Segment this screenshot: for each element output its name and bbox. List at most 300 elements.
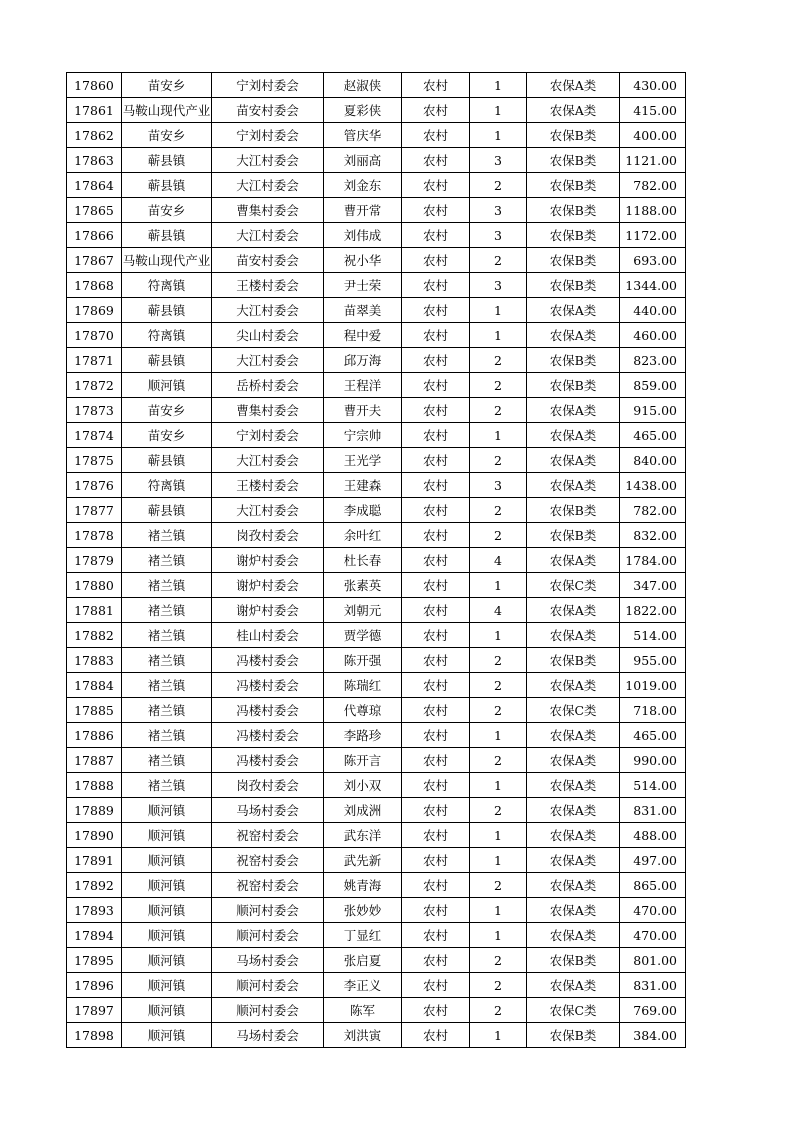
amount-cell: 832.00: [620, 523, 686, 548]
person-name-cell: 武先新: [324, 848, 402, 873]
table-row: [67, 373, 686, 398]
record-number-cell: 17871: [67, 348, 122, 373]
town-cell: 顺河镇: [122, 798, 212, 823]
table-row: [67, 398, 686, 423]
town-cell: 顺河镇: [122, 873, 212, 898]
persons-count-cell: 3: [470, 273, 527, 298]
insurance-category-cell: 农保A类: [527, 873, 620, 898]
household-type-cell: 农村: [402, 773, 470, 798]
village-committee-cell: 顺河村委会: [212, 923, 324, 948]
town-cell: 苗安乡: [122, 198, 212, 223]
person-name-cell: 刘金东: [324, 173, 402, 198]
town-cell: 顺河镇: [122, 948, 212, 973]
record-number-cell: 17898: [67, 1023, 122, 1048]
amount-cell: 782.00: [620, 173, 686, 198]
amount-cell: 1172.00: [620, 223, 686, 248]
household-type-cell: 农村: [402, 373, 470, 398]
record-number-cell: 17884: [67, 673, 122, 698]
persons-count-cell: 1: [470, 73, 527, 98]
town-cell: 蕲县镇: [122, 223, 212, 248]
village-committee-cell: 苗安村委会: [212, 248, 324, 273]
persons-count-cell: 1: [470, 1023, 527, 1048]
person-name-cell: 陈开言: [324, 748, 402, 773]
insurance-category-cell: 农保A类: [527, 898, 620, 923]
town-cell: 蕲县镇: [122, 148, 212, 173]
town-cell: 褚兰镇: [122, 773, 212, 798]
household-type-cell: 农村: [402, 448, 470, 473]
relief-roster-table: [66, 72, 686, 1048]
record-number-cell: 17890: [67, 823, 122, 848]
household-type-cell: 农村: [402, 1023, 470, 1048]
record-number-cell: 17869: [67, 298, 122, 323]
persons-count-cell: 1: [470, 323, 527, 348]
record-number-cell: 17873: [67, 398, 122, 423]
insurance-category-cell: 农保A类: [527, 823, 620, 848]
person-name-cell: 刘小双: [324, 773, 402, 798]
persons-count-cell: 2: [470, 873, 527, 898]
household-type-cell: 农村: [402, 523, 470, 548]
person-name-cell: 代尊琼: [324, 698, 402, 723]
insurance-category-cell: 农保A类: [527, 548, 620, 573]
town-cell: 褚兰镇: [122, 748, 212, 773]
record-number-cell: 17879: [67, 548, 122, 573]
amount-cell: 915.00: [620, 398, 686, 423]
persons-count-cell: 2: [470, 748, 527, 773]
persons-count-cell: 1: [470, 98, 527, 123]
town-cell: 顺河镇: [122, 923, 212, 948]
village-committee-cell: 冯楼村委会: [212, 673, 324, 698]
person-name-cell: 余叶红: [324, 523, 402, 548]
table-row: [67, 923, 686, 948]
household-type-cell: 农村: [402, 748, 470, 773]
village-committee-cell: 曹集村委会: [212, 398, 324, 423]
town-cell: 顺河镇: [122, 848, 212, 873]
village-committee-cell: 马场村委会: [212, 948, 324, 973]
person-name-cell: 刘洪寅: [324, 1023, 402, 1048]
record-number-cell: 17870: [67, 323, 122, 348]
table-row: [67, 973, 686, 998]
village-committee-cell: 顺河村委会: [212, 973, 324, 998]
person-name-cell: 尹士荣: [324, 273, 402, 298]
record-number-cell: 17892: [67, 873, 122, 898]
table-row: [67, 948, 686, 973]
town-cell: 褚兰镇: [122, 673, 212, 698]
table-row: [67, 998, 686, 1023]
person-name-cell: 曹开夫: [324, 398, 402, 423]
record-number-cell: 17881: [67, 598, 122, 623]
household-type-cell: 农村: [402, 348, 470, 373]
table-row: [67, 498, 686, 523]
persons-count-cell: 1: [470, 123, 527, 148]
persons-count-cell: 2: [470, 673, 527, 698]
village-committee-cell: 岳桥村委会: [212, 373, 324, 398]
insurance-category-cell: 农保B类: [527, 198, 620, 223]
town-cell: 褚兰镇: [122, 648, 212, 673]
amount-cell: 465.00: [620, 423, 686, 448]
person-name-cell: 王程洋: [324, 373, 402, 398]
table-row: [67, 623, 686, 648]
person-name-cell: 武东洋: [324, 823, 402, 848]
table-row: [67, 348, 686, 373]
person-name-cell: 祝小华: [324, 248, 402, 273]
insurance-category-cell: 农保B类: [527, 348, 620, 373]
amount-cell: 1019.00: [620, 673, 686, 698]
persons-count-cell: 1: [470, 298, 527, 323]
household-type-cell: 农村: [402, 173, 470, 198]
table-row: [67, 298, 686, 323]
amount-cell: 514.00: [620, 773, 686, 798]
table-row: [67, 273, 686, 298]
insurance-category-cell: 农保A类: [527, 98, 620, 123]
persons-count-cell: 2: [470, 648, 527, 673]
insurance-category-cell: 农保A类: [527, 323, 620, 348]
person-name-cell: 刘朝元: [324, 598, 402, 623]
amount-cell: 415.00: [620, 98, 686, 123]
town-cell: 马鞍山现代产业: [122, 248, 212, 273]
village-committee-cell: 谢炉村委会: [212, 573, 324, 598]
amount-cell: 1822.00: [620, 598, 686, 623]
amount-cell: 497.00: [620, 848, 686, 873]
household-type-cell: 农村: [402, 498, 470, 523]
amount-cell: 782.00: [620, 498, 686, 523]
village-committee-cell: 谢炉村委会: [212, 598, 324, 623]
record-number-cell: 17866: [67, 223, 122, 248]
amount-cell: 1188.00: [620, 198, 686, 223]
village-committee-cell: 桂山村委会: [212, 623, 324, 648]
insurance-category-cell: 农保A类: [527, 423, 620, 448]
table-row: [67, 1023, 686, 1048]
amount-cell: 460.00: [620, 323, 686, 348]
town-cell: 蕲县镇: [122, 348, 212, 373]
town-cell: 顺河镇: [122, 973, 212, 998]
village-committee-cell: 祝窑村委会: [212, 823, 324, 848]
household-type-cell: 农村: [402, 898, 470, 923]
town-cell: 顺河镇: [122, 1023, 212, 1048]
amount-cell: 840.00: [620, 448, 686, 473]
insurance-category-cell: 农保B类: [527, 123, 620, 148]
insurance-category-cell: 农保A类: [527, 598, 620, 623]
household-type-cell: 农村: [402, 248, 470, 273]
record-number-cell: 17872: [67, 373, 122, 398]
persons-count-cell: 2: [470, 498, 527, 523]
table-row: [67, 773, 686, 798]
amount-cell: 1344.00: [620, 273, 686, 298]
town-cell: 苗安乡: [122, 123, 212, 148]
person-name-cell: 李成聪: [324, 498, 402, 523]
persons-count-cell: 1: [470, 848, 527, 873]
household-type-cell: 农村: [402, 923, 470, 948]
household-type-cell: 农村: [402, 648, 470, 673]
town-cell: 符离镇: [122, 473, 212, 498]
household-type-cell: 农村: [402, 823, 470, 848]
village-committee-cell: 宁刘村委会: [212, 123, 324, 148]
persons-count-cell: 2: [470, 373, 527, 398]
record-number-cell: 17877: [67, 498, 122, 523]
village-committee-cell: 顺河村委会: [212, 898, 324, 923]
amount-cell: 831.00: [620, 973, 686, 998]
table-row: [67, 598, 686, 623]
amount-cell: 488.00: [620, 823, 686, 848]
household-type-cell: 农村: [402, 223, 470, 248]
household-type-cell: 农村: [402, 598, 470, 623]
record-number-cell: 17861: [67, 98, 122, 123]
town-cell: 褚兰镇: [122, 698, 212, 723]
person-name-cell: 贾学德: [324, 623, 402, 648]
insurance-category-cell: 农保B类: [527, 523, 620, 548]
insurance-category-cell: 农保B类: [527, 1023, 620, 1048]
insurance-category-cell: 农保A类: [527, 448, 620, 473]
town-cell: 符离镇: [122, 323, 212, 348]
persons-count-cell: 4: [470, 548, 527, 573]
insurance-category-cell: 农保A类: [527, 973, 620, 998]
table-row: [67, 873, 686, 898]
person-name-cell: 夏彩侠: [324, 98, 402, 123]
record-number-cell: 17874: [67, 423, 122, 448]
amount-cell: 470.00: [620, 923, 686, 948]
persons-count-cell: 1: [470, 923, 527, 948]
household-type-cell: 农村: [402, 423, 470, 448]
amount-cell: 859.00: [620, 373, 686, 398]
person-name-cell: 张启夏: [324, 948, 402, 973]
town-cell: 马鞍山现代产业: [122, 98, 212, 123]
persons-count-cell: 1: [470, 823, 527, 848]
town-cell: 褚兰镇: [122, 548, 212, 573]
person-name-cell: 李路珍: [324, 723, 402, 748]
insurance-category-cell: 农保B类: [527, 948, 620, 973]
record-number-cell: 17876: [67, 473, 122, 498]
village-committee-cell: 冯楼村委会: [212, 648, 324, 673]
record-number-cell: 17887: [67, 748, 122, 773]
household-type-cell: 农村: [402, 298, 470, 323]
persons-count-cell: 1: [470, 573, 527, 598]
household-type-cell: 农村: [402, 873, 470, 898]
insurance-category-cell: 农保A类: [527, 73, 620, 98]
persons-count-cell: 2: [470, 448, 527, 473]
insurance-category-cell: 农保A类: [527, 798, 620, 823]
table-row: [67, 573, 686, 598]
insurance-category-cell: 农保A类: [527, 773, 620, 798]
village-committee-cell: 曹集村委会: [212, 198, 324, 223]
household-type-cell: 农村: [402, 973, 470, 998]
household-type-cell: 农村: [402, 623, 470, 648]
record-number-cell: 17891: [67, 848, 122, 873]
persons-count-cell: 2: [470, 698, 527, 723]
village-committee-cell: 大江村委会: [212, 298, 324, 323]
insurance-category-cell: 农保B类: [527, 248, 620, 273]
table-row: [67, 148, 686, 173]
village-committee-cell: 王楼村委会: [212, 273, 324, 298]
person-name-cell: 刘丽高: [324, 148, 402, 173]
village-committee-cell: 岗孜村委会: [212, 523, 324, 548]
person-name-cell: 赵淑侠: [324, 73, 402, 98]
village-committee-cell: 尖山村委会: [212, 323, 324, 348]
record-number-cell: 17897: [67, 998, 122, 1023]
village-committee-cell: 顺河村委会: [212, 998, 324, 1023]
household-type-cell: 农村: [402, 98, 470, 123]
table-row: [67, 548, 686, 573]
person-name-cell: 杜长春: [324, 548, 402, 573]
record-number-cell: 17860: [67, 73, 122, 98]
persons-count-cell: 4: [470, 598, 527, 623]
town-cell: 褚兰镇: [122, 598, 212, 623]
person-name-cell: 苗翠美: [324, 298, 402, 323]
village-committee-cell: 马场村委会: [212, 1023, 324, 1048]
table-row: [67, 73, 686, 98]
household-type-cell: 农村: [402, 573, 470, 598]
table-row: [67, 673, 686, 698]
village-committee-cell: 大江村委会: [212, 498, 324, 523]
record-number-cell: 17896: [67, 973, 122, 998]
insurance-category-cell: 农保B类: [527, 173, 620, 198]
insurance-category-cell: 农保A类: [527, 673, 620, 698]
insurance-category-cell: 农保C类: [527, 573, 620, 598]
person-name-cell: 陈军: [324, 998, 402, 1023]
persons-count-cell: 2: [470, 398, 527, 423]
household-type-cell: 农村: [402, 148, 470, 173]
record-number-cell: 17895: [67, 948, 122, 973]
town-cell: 褚兰镇: [122, 623, 212, 648]
table-row: [67, 723, 686, 748]
person-name-cell: 刘成洲: [324, 798, 402, 823]
insurance-category-cell: 农保B类: [527, 498, 620, 523]
person-name-cell: 陈瑞红: [324, 673, 402, 698]
household-type-cell: 农村: [402, 548, 470, 573]
record-number-cell: 17863: [67, 148, 122, 173]
amount-cell: 1438.00: [620, 473, 686, 498]
town-cell: 苗安乡: [122, 423, 212, 448]
table-row: [67, 523, 686, 548]
village-committee-cell: 冯楼村委会: [212, 698, 324, 723]
record-number-cell: 17868: [67, 273, 122, 298]
amount-cell: 1784.00: [620, 548, 686, 573]
table-row: [67, 798, 686, 823]
town-cell: 褚兰镇: [122, 573, 212, 598]
insurance-category-cell: 农保C类: [527, 698, 620, 723]
amount-cell: 823.00: [620, 348, 686, 373]
person-name-cell: 丁显红: [324, 923, 402, 948]
household-type-cell: 农村: [402, 948, 470, 973]
insurance-category-cell: 农保A类: [527, 398, 620, 423]
persons-count-cell: 3: [470, 148, 527, 173]
village-committee-cell: 大江村委会: [212, 348, 324, 373]
person-name-cell: 李正义: [324, 973, 402, 998]
town-cell: 顺河镇: [122, 998, 212, 1023]
table-row: [67, 323, 686, 348]
village-committee-cell: 谢炉村委会: [212, 548, 324, 573]
household-type-cell: 农村: [402, 73, 470, 98]
town-cell: 顺河镇: [122, 373, 212, 398]
persons-count-cell: 2: [470, 798, 527, 823]
household-type-cell: 农村: [402, 323, 470, 348]
town-cell: 苗安乡: [122, 398, 212, 423]
insurance-category-cell: 农保B类: [527, 648, 620, 673]
town-cell: 蕲县镇: [122, 173, 212, 198]
household-type-cell: 农村: [402, 798, 470, 823]
insurance-category-cell: 农保A类: [527, 298, 620, 323]
amount-cell: 465.00: [620, 723, 686, 748]
amount-cell: 693.00: [620, 248, 686, 273]
record-number-cell: 17882: [67, 623, 122, 648]
persons-count-cell: 3: [470, 223, 527, 248]
village-committee-cell: 宁刘村委会: [212, 73, 324, 98]
household-type-cell: 农村: [402, 123, 470, 148]
persons-count-cell: 2: [470, 948, 527, 973]
record-number-cell: 17878: [67, 523, 122, 548]
person-name-cell: 刘伟成: [324, 223, 402, 248]
household-type-cell: 农村: [402, 198, 470, 223]
insurance-category-cell: 农保A类: [527, 723, 620, 748]
persons-count-cell: 2: [470, 248, 527, 273]
village-committee-cell: 苗安村委会: [212, 98, 324, 123]
household-type-cell: 农村: [402, 698, 470, 723]
amount-cell: 384.00: [620, 1023, 686, 1048]
insurance-category-cell: 农保C类: [527, 998, 620, 1023]
table-row: [67, 223, 686, 248]
village-committee-cell: 王楼村委会: [212, 473, 324, 498]
record-number-cell: 17862: [67, 123, 122, 148]
table-row: [67, 173, 686, 198]
village-committee-cell: 祝窑村委会: [212, 848, 324, 873]
insurance-category-cell: 农保B类: [527, 273, 620, 298]
record-number-cell: 17865: [67, 198, 122, 223]
table-row: [67, 748, 686, 773]
insurance-category-cell: 农保A类: [527, 748, 620, 773]
village-committee-cell: 冯楼村委会: [212, 748, 324, 773]
persons-count-cell: 2: [470, 973, 527, 998]
person-name-cell: 陈开强: [324, 648, 402, 673]
amount-cell: 430.00: [620, 73, 686, 98]
table-row: [67, 198, 686, 223]
village-committee-cell: 大江村委会: [212, 448, 324, 473]
amount-cell: 347.00: [620, 573, 686, 598]
persons-count-cell: 1: [470, 723, 527, 748]
person-name-cell: 张素英: [324, 573, 402, 598]
insurance-category-cell: 农保B类: [527, 223, 620, 248]
record-number-cell: 17894: [67, 923, 122, 948]
insurance-category-cell: 农保B类: [527, 148, 620, 173]
persons-count-cell: 2: [470, 523, 527, 548]
village-committee-cell: 宁刘村委会: [212, 423, 324, 448]
person-name-cell: 张妙妙: [324, 898, 402, 923]
person-name-cell: 管庆华: [324, 123, 402, 148]
household-type-cell: 农村: [402, 473, 470, 498]
person-name-cell: 姚青海: [324, 873, 402, 898]
town-cell: 蕲县镇: [122, 498, 212, 523]
person-name-cell: 宁宗帅: [324, 423, 402, 448]
town-cell: 符离镇: [122, 273, 212, 298]
village-committee-cell: 大江村委会: [212, 173, 324, 198]
person-name-cell: 王建森: [324, 473, 402, 498]
amount-cell: 514.00: [620, 623, 686, 648]
town-cell: 蕲县镇: [122, 298, 212, 323]
record-number-cell: 17893: [67, 898, 122, 923]
amount-cell: 1121.00: [620, 148, 686, 173]
village-committee-cell: 大江村委会: [212, 223, 324, 248]
table-row: [67, 698, 686, 723]
table-row: [67, 898, 686, 923]
insurance-category-cell: 农保B类: [527, 373, 620, 398]
table-row: [67, 448, 686, 473]
record-number-cell: 17885: [67, 698, 122, 723]
amount-cell: 955.00: [620, 648, 686, 673]
amount-cell: 990.00: [620, 748, 686, 773]
table-row: [67, 123, 686, 148]
person-name-cell: 曹开常: [324, 198, 402, 223]
amount-cell: 801.00: [620, 948, 686, 973]
insurance-category-cell: 农保A类: [527, 623, 620, 648]
table-row: [67, 848, 686, 873]
town-cell: 苗安乡: [122, 73, 212, 98]
